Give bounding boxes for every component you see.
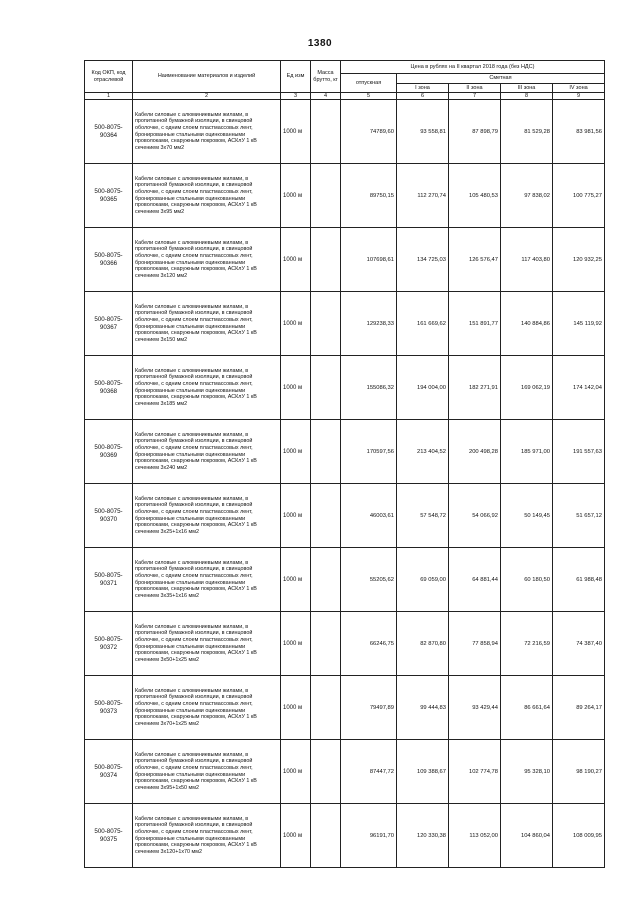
unit-cell: 1000 м — [281, 612, 311, 676]
release-price-cell: 74789,60 — [341, 100, 397, 164]
release-price-cell: 87447,72 — [341, 740, 397, 804]
zone-1-price-cell: 134 725,03 — [397, 228, 449, 292]
release-price-cell: 79497,89 — [341, 676, 397, 740]
table-row — [85, 292, 605, 356]
zone-4-price-cell: 191 557,63 — [553, 420, 605, 484]
zone-4-price-cell: 83 981,56 — [553, 100, 605, 164]
mass-cell — [311, 100, 341, 164]
zone-2-price-cell: 64 881,44 — [449, 548, 501, 612]
product-code: 500-8075-90364 — [85, 100, 133, 164]
mass-cell — [311, 484, 341, 548]
zone-3-price-cell: 97 838,02 — [501, 164, 553, 228]
column-number: 9 — [553, 93, 605, 100]
product-description: Кабели силовые с алюминиевыми жилами, в пропитанной бумажной изоляции, в свинцовой оболочке, с одним слоем пластмассовых лент, бронированные стальными оцинкованными проволоками, снаружным покровом, АСКлУ 1 кВ сечением 3х50+1х25 мм2 — [133, 612, 281, 676]
release-price-cell: 155086,32 — [341, 356, 397, 420]
release-price-cell: 55205,62 — [341, 548, 397, 612]
zone-2-price-cell: 54 066,92 — [449, 484, 501, 548]
release-price-cell: 107698,61 — [341, 228, 397, 292]
product-description: Кабели силовые с алюминиевыми жилами, в пропитанной бумажной изоляции, в свинцовой оболочке, с одним слоем пластмассовых лент, бронированные стальными оцинкованными проволоками, снаружным покровом, АСКлУ 1 кВ сечением 3х185 мм2 — [133, 356, 281, 420]
header-zone-1: I зона — [397, 84, 449, 93]
unit-cell: 1000 м — [281, 676, 311, 740]
zone-3-price-cell: 140 884,86 — [501, 292, 553, 356]
header-code: Код ОКП, код отраслевой — [85, 61, 133, 93]
unit-cell: 1000 м — [281, 804, 311, 868]
product-description: Кабели силовые с алюминиевыми жилами, в пропитанной бумажной изоляции, в свинцовой оболочке, с одним слоем пластмассовых лент, бронированные стальными оцинкованными проволоками, снаружным покровом, АСКлУ 1 кВ сечением 3х120 мм2 — [133, 228, 281, 292]
product-code: 500-8075-90368 — [85, 356, 133, 420]
zone-2-price-cell: 200 498,28 — [449, 420, 501, 484]
header-zone-3: III зона — [501, 84, 553, 93]
zone-3-price-cell: 81 529,28 — [501, 100, 553, 164]
header-estimate-price: Сметная — [397, 74, 605, 84]
product-description: Кабели силовые с алюминиевыми жилами, в пропитанной бумажной изоляции, в свинцовой оболочке, с одним слоем пластмассовых лент, бронированные стальными оцинкованными проволоками, снаружным покровом, АСКлУ 1 кВ сечением 3х120+1х70 мм2 — [133, 804, 281, 868]
table-row — [85, 356, 605, 420]
column-number: 1 — [85, 93, 133, 100]
unit-cell: 1000 м — [281, 420, 311, 484]
zone-4-price-cell: 120 932,25 — [553, 228, 605, 292]
product-description: Кабели силовые с алюминиевыми жилами, в пропитанной бумажной изоляции, в свинцовой оболочке, с одним слоем пластмассовых лент, бронированные стальными оцинкованными проволоками, снаружным покровом, АСКлУ 1 кВ сечением 3х70 мм2 — [133, 100, 281, 164]
mass-cell — [311, 292, 341, 356]
zone-3-price-cell: 95 328,10 — [501, 740, 553, 804]
zone-3-price-cell: 104 860,04 — [501, 804, 553, 868]
header-price-group: Цена в рублях на II квартал 2018 года (без НДС) — [341, 61, 605, 74]
header-unit: Ед изм — [281, 61, 311, 93]
mass-cell — [311, 164, 341, 228]
product-description: Кабели силовые с алюминиевыми жилами, в пропитанной бумажной изоляции, в свинцовой оболочке, с одним слоем пластмассовых лент, бронированные стальными оцинкованными проволоками, снаружным покровом, АСКлУ 1 кВ сечением 3х70+1х25 мм2 — [133, 676, 281, 740]
table-row — [85, 420, 605, 484]
zone-3-price-cell: 60 180,50 — [501, 548, 553, 612]
unit-cell: 1000 м — [281, 100, 311, 164]
product-code: 500-8075-90370 — [85, 484, 133, 548]
zone-2-price-cell: 87 898,79 — [449, 100, 501, 164]
product-code: 500-8075-90372 — [85, 612, 133, 676]
zone-4-price-cell: 108 009,95 — [553, 804, 605, 868]
zone-2-price-cell: 93 429,44 — [449, 676, 501, 740]
header-name: Наименование материалов и изделий — [133, 61, 281, 93]
product-code: 500-8075-90366 — [85, 228, 133, 292]
table-row — [85, 804, 605, 868]
zone-2-price-cell: 105 480,53 — [449, 164, 501, 228]
table-row — [85, 740, 605, 804]
zone-1-price-cell: 112 270,74 — [397, 164, 449, 228]
zone-1-price-cell: 109 388,67 — [397, 740, 449, 804]
header-release-price: отпускная — [341, 74, 397, 93]
header-zone-2: II зона — [449, 84, 501, 93]
product-code: 500-8075-90371 — [85, 548, 133, 612]
zone-1-price-cell: 213 404,52 — [397, 420, 449, 484]
product-description: Кабели силовые с алюминиевыми жилами, в пропитанной бумажной изоляции, в свинцовой оболочке, с одним слоем пластмассовых лент, бронированные стальными оцинкованными проволоками, снаружным покровом, АСКлУ 1 кВ сечением 3х150 мм2 — [133, 292, 281, 356]
price-table — [84, 60, 605, 868]
unit-cell: 1000 м — [281, 228, 311, 292]
zone-1-price-cell: 194 004,00 — [397, 356, 449, 420]
release-price-cell: 66246,75 — [341, 612, 397, 676]
zone-1-price-cell: 120 330,38 — [397, 804, 449, 868]
column-number: 6 — [397, 93, 449, 100]
column-number: 3 — [281, 93, 311, 100]
mass-cell — [311, 676, 341, 740]
zone-4-price-cell: 174 142,04 — [553, 356, 605, 420]
table-row — [85, 228, 605, 292]
table-row — [85, 548, 605, 612]
zone-1-price-cell: 161 669,62 — [397, 292, 449, 356]
zone-1-price-cell: 99 444,83 — [397, 676, 449, 740]
column-number: 8 — [501, 93, 553, 100]
page-number: 1380 — [307, 38, 333, 49]
zone-1-price-cell: 93 558,81 — [397, 100, 449, 164]
header-mass: Масса брутто, кг — [311, 61, 341, 93]
mass-cell — [311, 612, 341, 676]
zone-2-price-cell: 182 271,91 — [449, 356, 501, 420]
zone-4-price-cell: 51 657,12 — [553, 484, 605, 548]
zone-2-price-cell: 113 052,00 — [449, 804, 501, 868]
zone-1-price-cell: 82 870,80 — [397, 612, 449, 676]
zone-3-price-cell: 117 403,80 — [501, 228, 553, 292]
table-row — [85, 676, 605, 740]
mass-cell — [311, 228, 341, 292]
product-description: Кабели силовые с алюминиевыми жилами, в пропитанной бумажной изоляции, в свинцовой оболочке, с одним слоем пластмассовых лент, бронированные стальными оцинкованными проволоками, снаружным покровом, АСКлУ 1 кВ сечением 3х25+1х16 мм2 — [133, 484, 281, 548]
unit-cell: 1000 м — [281, 292, 311, 356]
mass-cell — [311, 356, 341, 420]
zone-4-price-cell: 145 119,92 — [553, 292, 605, 356]
column-number: 4 — [311, 93, 341, 100]
unit-cell: 1000 м — [281, 164, 311, 228]
mass-cell — [311, 740, 341, 804]
product-description: Кабели силовые с алюминиевыми жилами, в пропитанной бумажной изоляции, в свинцовой оболочке, с одним слоем пластмассовых лент, бронированные стальными оцинкованными проволоками, снаружным покровом, АСКлУ 1 кВ сечением 3х35+1х16 мм2 — [133, 548, 281, 612]
release-price-cell: 96191,70 — [341, 804, 397, 868]
product-code: 500-8075-90369 — [85, 420, 133, 484]
zone-4-price-cell: 98 190,27 — [553, 740, 605, 804]
zone-3-price-cell: 86 661,64 — [501, 676, 553, 740]
zone-4-price-cell: 100 775,27 — [553, 164, 605, 228]
release-price-cell: 46003,61 — [341, 484, 397, 548]
zone-2-price-cell: 77 858,94 — [449, 612, 501, 676]
product-code: 500-8075-90375 — [85, 804, 133, 868]
product-code: 500-8075-90365 — [85, 164, 133, 228]
product-code: 500-8075-90367 — [85, 292, 133, 356]
zone-4-price-cell: 74 387,40 — [553, 612, 605, 676]
zone-3-price-cell: 72 216,59 — [501, 612, 553, 676]
zone-3-price-cell: 185 971,00 — [501, 420, 553, 484]
product-code: 500-8075-90373 — [85, 676, 133, 740]
table-row — [85, 484, 605, 548]
zone-4-price-cell: 61 988,48 — [553, 548, 605, 612]
table-row — [85, 612, 605, 676]
zone-3-price-cell: 169 062,19 — [501, 356, 553, 420]
column-number: 7 — [449, 93, 501, 100]
mass-cell — [311, 804, 341, 868]
unit-cell: 1000 м — [281, 740, 311, 804]
table-row — [85, 100, 605, 164]
mass-cell — [311, 548, 341, 612]
product-description: Кабели силовые с алюминиевыми жилами, в пропитанной бумажной изоляции, в свинцовой оболочке, с одним слоем пластмассовых лент, бронированные стальными оцинкованными проволоками, снаружным покровом, АСКлУ 1 кВ сечением 3х95+1х50 мм2 — [133, 740, 281, 804]
zone-4-price-cell: 89 264,17 — [553, 676, 605, 740]
product-code: 500-8075-90374 — [85, 740, 133, 804]
zone-1-price-cell: 69 059,00 — [397, 548, 449, 612]
column-number: 5 — [341, 93, 397, 100]
product-description: Кабели силовые с алюминиевыми жилами, в пропитанной бумажной изоляции, в свинцовой оболочке, с одним слоем пластмассовых лент, бронированные стальными оцинкованными проволоками, снаружным покровом, АСКлУ 1 кВ сечением 3х240 мм2 — [133, 420, 281, 484]
unit-cell: 1000 м — [281, 484, 311, 548]
zone-1-price-cell: 57 548,72 — [397, 484, 449, 548]
release-price-cell: 170597,56 — [341, 420, 397, 484]
zone-2-price-cell: 102 774,78 — [449, 740, 501, 804]
zone-2-price-cell: 126 576,47 — [449, 228, 501, 292]
zone-3-price-cell: 50 149,45 — [501, 484, 553, 548]
mass-cell — [311, 420, 341, 484]
product-description: Кабели силовые с алюминиевыми жилами, в пропитанной бумажной изоляции, в свинцовой оболочке, с одним слоем пластмассовых лент, бронированные стальными оцинкованными проволоками, снаружным покровом, АСКлУ 1 кВ сечением 3х95 мм2 — [133, 164, 281, 228]
zone-2-price-cell: 151 891,77 — [449, 292, 501, 356]
unit-cell: 1000 м — [281, 548, 311, 612]
release-price-cell: 89750,15 — [341, 164, 397, 228]
unit-cell: 1000 м — [281, 356, 311, 420]
table-row — [85, 164, 605, 228]
release-price-cell: 129238,33 — [341, 292, 397, 356]
header-zone-4: IV зона — [553, 84, 605, 93]
column-number: 2 — [133, 93, 281, 100]
